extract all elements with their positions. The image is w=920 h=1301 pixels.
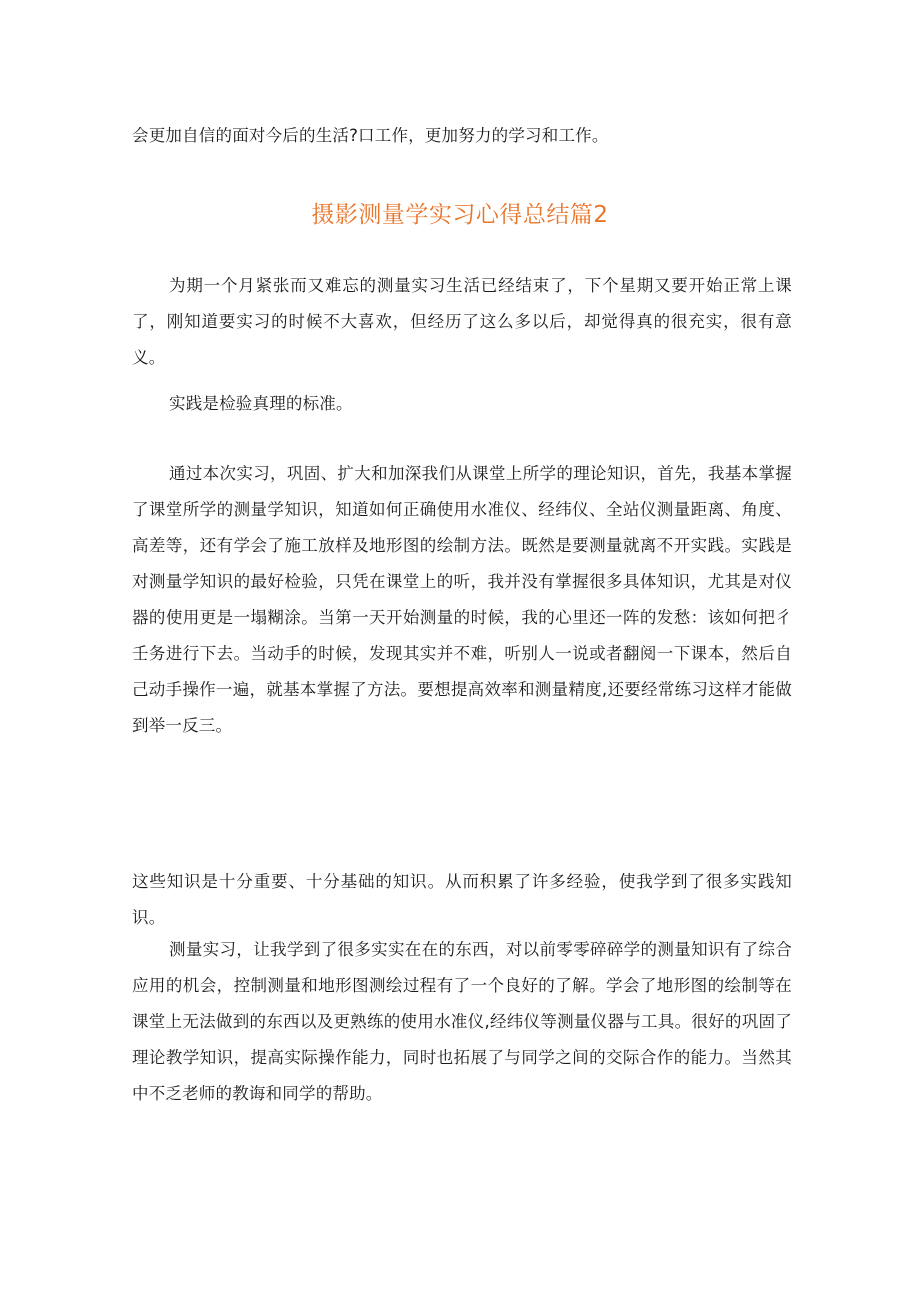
paragraph-2: 实践是检验真理的标准。 (169, 394, 353, 413)
lead-line: 会更加自信的面对今后的生活?口工作，更加努力的学习和工作。 (132, 126, 609, 145)
paragraph-5: 测量实习，让我学到了很多实实在在的东西，对以前零零碎碎学的测量知识有了综合应用的机会，控制测量和地形图测绘过程有了一个良好的了解。学会了地形图的绘制等在课堂上无法做到的东西以及更熟练的使用水准仪,经纬仪等测量仪器与工具。很好的巩固了理论教学知识，提高实际操作能力，同时也拓展了与同学之间的交际合作的能力。当然其中不乏老师的教诲和同学的帮助。 (132, 940, 792, 1103)
paragraph-3: 通过本次实习，巩固、扩大和加深我们从课堂上所学的理论知识，首先，我基本掌握了课堂所学的测量学知识，知道如何正确使用水准仪、经纬仪、全站仪测量距离、角度、高差等，还有学会了施工放样及地形图的绘制方法。既然是要测量就离不开实践。实践是对测量学知识的最好检验，只凭在课堂上的听，我并没有掌握很多具体知识，尤其是对仪器的使用更是一塌糊涂。当第一天开始测量的时候，我的心里还一阵的发愁：该如何把彳壬务进行下去。当动手的时候，发现其实并不难，听别人一说或者翻阅一下课本，然后自己动手操作一遍，就基本掌握了方法。要想提高效率和测量精度,还要经常练习这样才能做到举一反三。 (132, 464, 792, 735)
paragraph-4: 这些知识是十分重要、十分基础的知识。从而积累了许多经验，使我学到了很多实践知识。 (132, 872, 792, 927)
section-title: 摄影测量学实习心得总结篇2 (311, 202, 609, 228)
paragraph-1: 为期一个月紧张而又难忘的测量实习生活已经结束了，下个星期又要开始正常上课了，刚知道要实习的时候不大喜欢，但经历了这么多以后，却觉得真的很充实，很有意义。 (132, 276, 792, 367)
